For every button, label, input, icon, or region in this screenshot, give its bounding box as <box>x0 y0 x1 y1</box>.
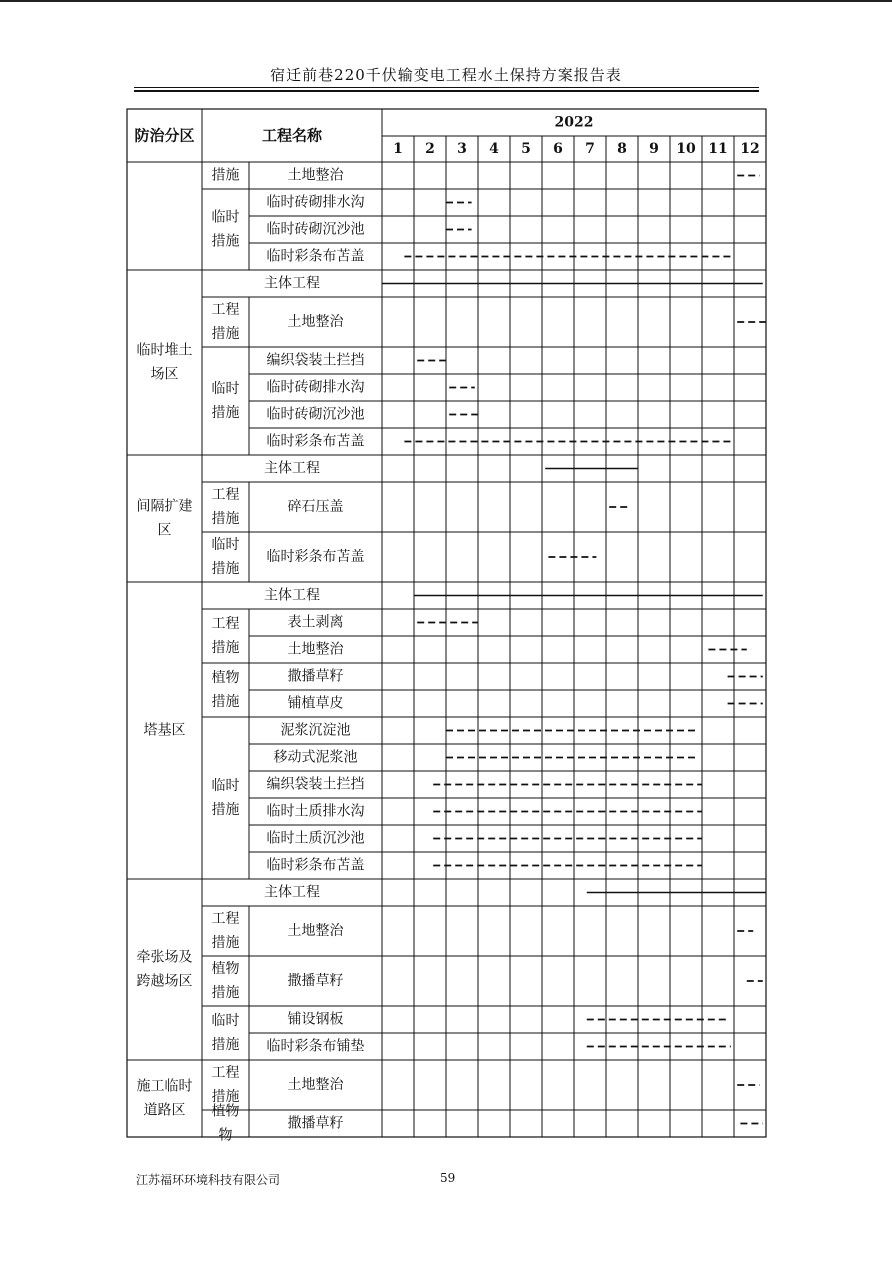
project-name: 临时彩条布铺垫 <box>266 1038 365 1055</box>
measure-category: 措施 <box>211 802 240 818</box>
project-name: 碎石压盖 <box>287 499 344 515</box>
month-label: 7 <box>585 141 595 157</box>
measure-category: 临时 <box>211 537 240 553</box>
project-name: 临时彩条布苫盖 <box>266 248 365 265</box>
project-name: 临时砖砌排水沟 <box>266 379 365 396</box>
project-name: 撒播草籽 <box>287 973 344 989</box>
project-name: 主体工程 <box>264 587 320 604</box>
header-zone: 防治分区 <box>134 126 195 145</box>
month-label: 10 <box>676 141 696 157</box>
measure-category: 措施 <box>211 985 240 1001</box>
measure-category: 临时 <box>211 381 240 397</box>
zone-name: 场区 <box>150 366 179 383</box>
measure-category: 措施 <box>211 405 240 421</box>
month-label: 1 <box>393 141 403 157</box>
project-name: 铺植草皮 <box>287 695 344 712</box>
month-label: 5 <box>521 141 531 157</box>
measure-category: 临时 <box>211 778 240 794</box>
header-project: 工程名称 <box>261 126 323 145</box>
month-label: 6 <box>553 141 563 157</box>
measure-category: 临时 <box>211 1013 240 1029</box>
zone-name: 临时堆土 <box>136 342 193 359</box>
project-name: 撒播草籽 <box>287 668 344 685</box>
zone-name: 牵张场及 <box>136 949 193 966</box>
measure-category: 工程 <box>211 302 240 318</box>
measure-category: 工程 <box>211 487 240 503</box>
project-name: 临时砖砌沉沙池 <box>266 406 365 423</box>
project-name: 临时土质排水沟 <box>266 803 365 820</box>
project-name: 土地整治 <box>287 314 344 330</box>
zone-name: 施工临时 <box>136 1078 193 1095</box>
project-name: 临时砖砌排水沟 <box>266 194 365 211</box>
measure-category: 植物 <box>211 1103 240 1120</box>
project-name: 临时土质沉沙池 <box>266 830 365 847</box>
measure-category: 措施 <box>211 326 240 342</box>
project-name: 临时彩条布苫盖 <box>266 433 365 450</box>
page-number: 59 <box>440 1171 456 1185</box>
measure-category: 措施 <box>211 511 240 527</box>
project-name: 主体工程 <box>264 460 320 477</box>
project-name: 主体工程 <box>264 884 320 901</box>
header-year: 2022 <box>554 114 594 131</box>
project-name: 临时砖砌沉沙池 <box>266 221 365 238</box>
measure-category: 植物 <box>211 961 240 977</box>
measure-category: 物 <box>218 1127 233 1144</box>
measure-category: 措施 <box>211 167 240 184</box>
project-name: 撒播草籽 <box>287 1115 344 1132</box>
month-label: 8 <box>617 141 627 157</box>
zone-name: 道路区 <box>143 1102 186 1119</box>
measure-category: 工程 <box>211 1065 240 1081</box>
project-name: 临时彩条布苫盖 <box>266 549 365 565</box>
project-name: 土地整治 <box>287 1077 344 1093</box>
zone-name: 区 <box>157 522 172 539</box>
month-label: 2 <box>425 141 435 157</box>
page-header-title: 宿迁前巷220千伏输变电工程水土保持方案报告表 <box>270 66 622 84</box>
project-name: 编织袋装土拦挡 <box>266 776 365 793</box>
project-name: 泥浆沉淀池 <box>280 722 351 739</box>
measure-category: 临时 <box>211 209 240 226</box>
project-name: 表土剥离 <box>287 614 344 631</box>
project-name: 临时彩条布苫盖 <box>266 857 365 874</box>
footer-company: 江苏福环环境科技有限公司 <box>136 1173 281 1187</box>
measure-category: 工程 <box>211 616 240 632</box>
measure-category: 工程 <box>211 911 240 927</box>
project-name: 土地整治 <box>287 167 344 184</box>
measure-category: 措施 <box>211 935 240 951</box>
zone-name: 塔基区 <box>143 722 186 739</box>
measure-category: 措施 <box>211 233 240 250</box>
measure-category: 措施 <box>211 694 240 710</box>
measure-category: 措施 <box>211 1037 240 1053</box>
project-name: 主体工程 <box>264 275 320 292</box>
measure-category: 措施 <box>211 640 240 656</box>
measure-category: 措施 <box>211 1089 240 1105</box>
month-label: 12 <box>740 141 760 157</box>
measure-category: 植物 <box>211 670 240 686</box>
zone-name: 跨越场区 <box>136 973 193 990</box>
measure-category: 措施 <box>211 561 240 577</box>
month-label: 3 <box>457 141 467 157</box>
project-name: 铺设钢板 <box>287 1011 344 1028</box>
project-name: 土地整治 <box>287 923 344 939</box>
month-label: 9 <box>649 141 659 157</box>
project-name: 编织袋装土拦挡 <box>266 352 365 369</box>
project-name: 移动式泥浆池 <box>273 749 358 766</box>
month-label: 4 <box>489 141 499 157</box>
zone-name: 间隔扩建 <box>136 498 193 515</box>
project-name: 土地整治 <box>287 641 344 658</box>
month-label: 11 <box>708 141 728 157</box>
